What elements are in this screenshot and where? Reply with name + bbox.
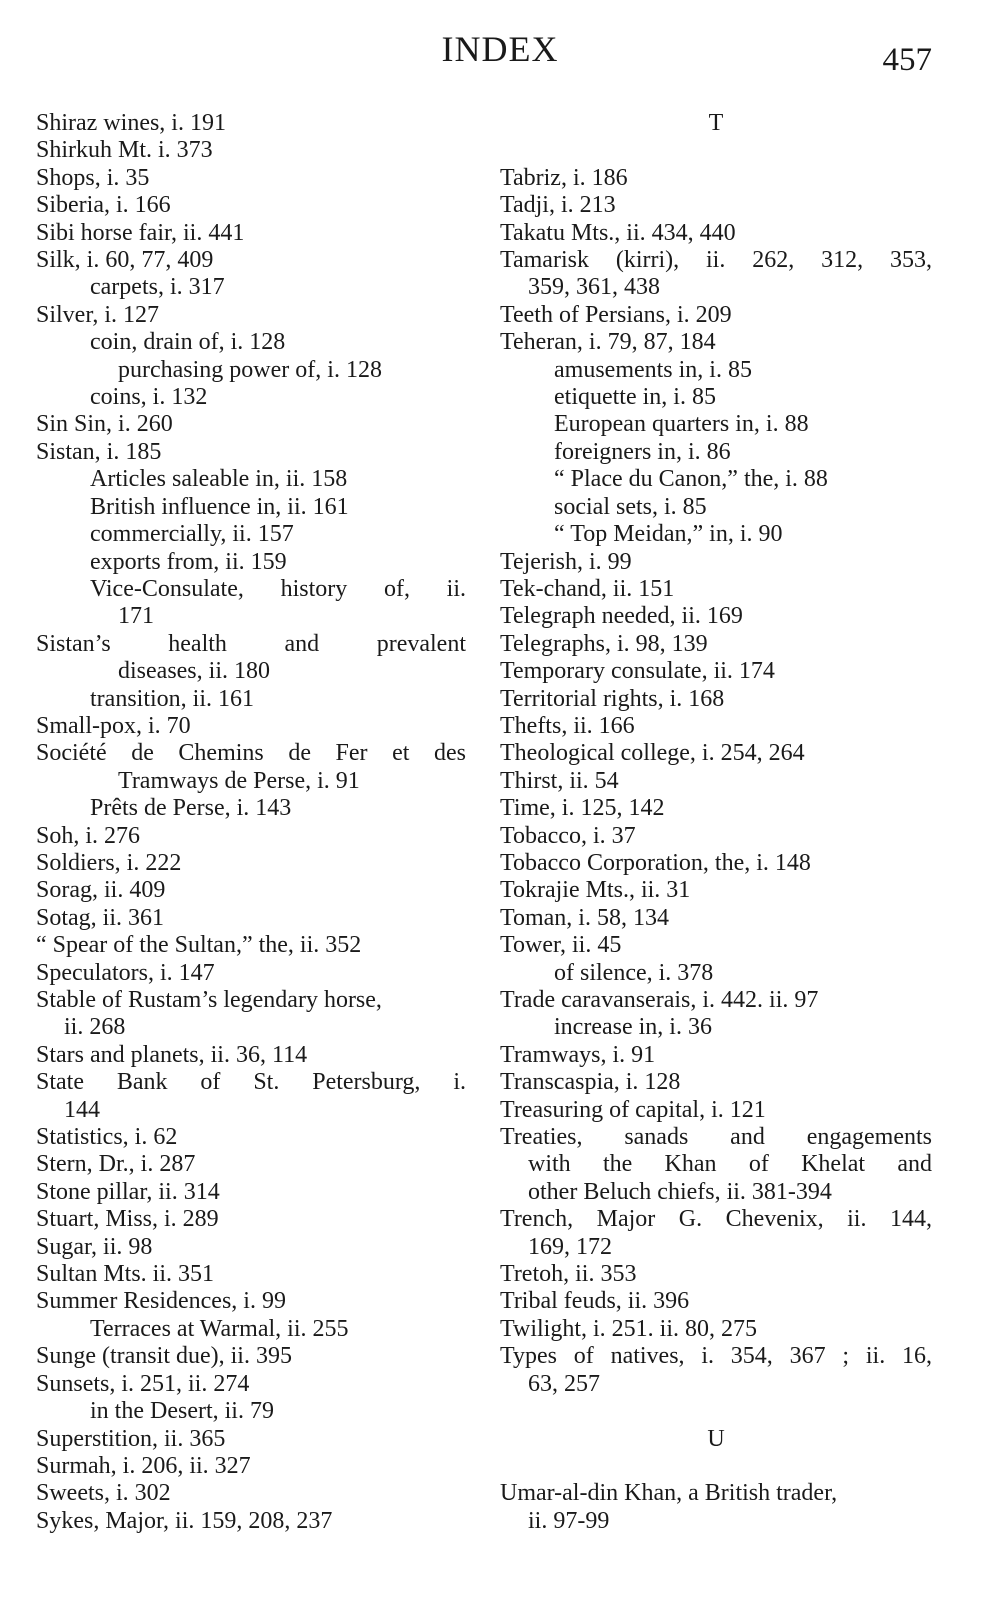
index-subentry: transition, ii. 161 <box>90 685 254 712</box>
index-entry-continuation: 171 <box>118 603 154 630</box>
index-subentry: European quarters in, i. 88 <box>554 411 809 438</box>
index-entry: Siberia, i. 166 <box>36 192 171 219</box>
section-letter: U <box>707 1425 725 1452</box>
index-entry: Silver, i. 127 <box>36 301 160 328</box>
index-entry: Sykes, Major, ii. 159, 208, 237 <box>36 1507 333 1534</box>
index-entry: Sorag, ii. 409 <box>36 877 166 904</box>
index-entry: Sotag, ii. 361 <box>36 904 165 931</box>
index-subentry: Prêts de Perse, i. 143 <box>90 795 292 822</box>
index-entry: “ Spear of the Sultan,” the, ii. 352 <box>36 932 362 959</box>
index-subentry: Terraces at Warmal, ii. 255 <box>90 1315 349 1342</box>
index-entry: Tobacco Corporation, the, i. 148 <box>500 849 811 876</box>
index-subentry: etiquette in, i. 85 <box>554 384 716 411</box>
index-subentry: British influence in, ii. 161 <box>90 493 349 520</box>
index-entry-continuation: diseases, ii. 180 <box>118 658 270 685</box>
index-entry: Telegraph needed, ii. 169 <box>500 603 743 630</box>
index-entry: Sugar, ii. 98 <box>36 1233 153 1260</box>
index-entry: Summer Residences, i. 99 <box>36 1288 286 1315</box>
index-entry: Shiraz wines, i. 191 <box>36 110 226 136</box>
index-entry: Temporary consulate, ii. 174 <box>500 658 775 685</box>
index-entry: Tramways, i. 91 <box>500 1041 656 1068</box>
index-entry: Teheran, i. 79, 87, 184 <box>500 329 716 356</box>
index-entry: Transcaspia, i. 128 <box>500 1069 681 1096</box>
index-subentry: amusements in, i. 85 <box>554 356 752 383</box>
index-entry: State Bank of St. Petersburg, i. <box>36 1069 466 1096</box>
index-entry: Shops, i. 35 <box>36 164 150 191</box>
blank-line <box>500 1453 932 1480</box>
index-entry: Tabriz, i. 186 <box>500 164 628 191</box>
index-entry-continuation: 169, 172 <box>528 1233 612 1260</box>
index-subentry: in the Desert, ii. 79 <box>90 1398 274 1425</box>
index-entry: Sibi horse fair, ii. 441 <box>36 219 245 246</box>
index-entry: Theological college, i. 254, 264 <box>500 740 805 767</box>
index-entry-continuation: other Beluch chiefs, ii. 381-394 <box>528 1178 832 1205</box>
index-entry: Stuart, Miss, i. 289 <box>36 1206 219 1233</box>
page-title: INDEX <box>441 29 559 69</box>
page-header <box>0 28 1000 78</box>
index-subentry: “ Place du Canon,” the, i. 88 <box>554 466 828 493</box>
index-subentry: purchasing power of, i. 128 <box>118 356 382 383</box>
index-entry: Stable of Rustam’s legendary horse, <box>36 987 382 1013</box>
index-entry: Surmah, i. 206, ii. 327 <box>36 1452 251 1479</box>
index-subentry: “ Top Meidan,” in, i. 90 <box>554 521 783 548</box>
index-entry: Statistics, i. 62 <box>36 1124 178 1151</box>
index-entry: Tower, ii. 45 <box>500 932 622 959</box>
index-entry: Sweets, i. 302 <box>36 1480 171 1507</box>
index-subentry: carpets, i. 317 <box>90 274 225 301</box>
index-entry: Treasuring of capital, i. 121 <box>500 1096 766 1123</box>
index-entry: Types of natives, i. 354, 367 ; ii. 16, <box>500 1343 932 1370</box>
index-entry-continuation: Tramways de Perse, i. 91 <box>118 767 360 794</box>
index-entry-continuation: ii. 97-99 <box>528 1507 610 1534</box>
index-subentry: coin, drain of, i. 128 <box>90 329 286 356</box>
index-entry: Tribal feuds, ii. 396 <box>500 1288 690 1315</box>
index-entry: Tadji, i. 213 <box>500 192 616 219</box>
index-entry: Silk, i. 60, 77, 409 <box>36 247 214 274</box>
index-entry: Thirst, ii. 54 <box>500 767 619 794</box>
index-entry-continuation: 359, 361, 438 <box>528 274 660 301</box>
index-subentry: coins, i. 132 <box>90 384 208 411</box>
index-subentry: of silence, i. 378 <box>554 959 714 986</box>
index-entry-continuation: 63, 257 <box>528 1370 600 1397</box>
index-entry: Tamarisk (kirri), ii. 262, 312, 353, <box>500 247 932 274</box>
index-subentry: commercially, ii. 157 <box>90 521 294 548</box>
index-column-left <box>36 110 466 1535</box>
index-entry: Tokrajie Mts., ii. 31 <box>500 877 691 904</box>
index-entry: Stars and planets, ii. 36, 114 <box>36 1041 308 1068</box>
index-entry: Sistan’s health and prevalent <box>36 630 466 657</box>
index-entry: Twilight, i. 251. ii. 80, 275 <box>500 1315 757 1342</box>
index-entry: Sin Sin, i. 260 <box>36 411 173 438</box>
index-entry: Sunsets, i. 251, ii. 274 <box>36 1370 250 1397</box>
index-entry: Société de Chemins de Fer et des <box>36 740 466 767</box>
index-entry: Stone pillar, ii. 314 <box>36 1178 220 1205</box>
index-subentry: Vice-Consulate, history of, ii. <box>90 575 466 602</box>
index-subentry: exports from, ii. 159 <box>90 548 287 575</box>
index-entry: Toman, i. 58, 134 <box>500 904 669 931</box>
page-number: 457 <box>882 42 932 78</box>
index-entry: Sistan, i. 185 <box>36 438 162 465</box>
index-entry-continuation: 144 <box>64 1096 100 1123</box>
index-entry: Trench, Major G. Chevenix, ii. 144, <box>500 1206 932 1233</box>
index-entry: Telegraphs, i. 98, 139 <box>500 630 708 657</box>
index-entry: Territorial rights, i. 168 <box>500 685 725 712</box>
index-entry: Tejerish, i. 99 <box>500 548 632 575</box>
blank-line <box>500 137 932 164</box>
index-entry: Small-pox, i. 70 <box>36 712 191 739</box>
index-entry: Stern, Dr., i. 287 <box>36 1151 196 1178</box>
section-letter: T <box>708 110 724 136</box>
index-entry: Tretoh, ii. 353 <box>500 1261 637 1288</box>
index-entry: Tek-chand, ii. 151 <box>500 575 675 602</box>
index-entry: Soldiers, i. 222 <box>36 849 182 876</box>
blank-line <box>500 1398 932 1425</box>
index-entry: Trade caravanserais, i. 442. ii. 97 <box>500 987 819 1013</box>
index-entry: Shirkuh Mt. i. 373 <box>36 137 213 164</box>
index-entry: Tobacco, i. 37 <box>500 822 636 849</box>
index-entry-continuation: with the Khan of Khelat and <box>528 1151 932 1178</box>
index-entry: Time, i. 125, 142 <box>500 795 665 822</box>
index-entry: Thefts, ii. 166 <box>500 712 635 739</box>
index-entry: Teeth of Persians, i. 209 <box>500 301 732 328</box>
index-entry: Takatu Mts., ii. 434, 440 <box>500 219 736 246</box>
index-subentry: foreigners in, i. 86 <box>554 438 731 465</box>
index-subentry: social sets, i. 85 <box>554 493 707 520</box>
index-entry: Sultan Mts. ii. 351 <box>36 1261 215 1288</box>
index-entry: Sunge (transit due), ii. 395 <box>36 1343 292 1370</box>
index-entry: Superstition, ii. 365 <box>36 1425 226 1452</box>
index-entry: Umar-al-din Khan, a British trader, <box>500 1480 838 1507</box>
index-subentry: increase in, i. 36 <box>554 1014 712 1041</box>
index-subentry: Articles saleable in, ii. 158 <box>90 466 348 493</box>
index-entry-continuation: ii. 268 <box>64 1014 126 1041</box>
index-entry: Soh, i. 276 <box>36 822 141 849</box>
index-entry: Speculators, i. 147 <box>36 959 215 986</box>
index-entry: Treaties, sanads and engagements <box>500 1124 932 1151</box>
index-column-right <box>500 110 932 1535</box>
